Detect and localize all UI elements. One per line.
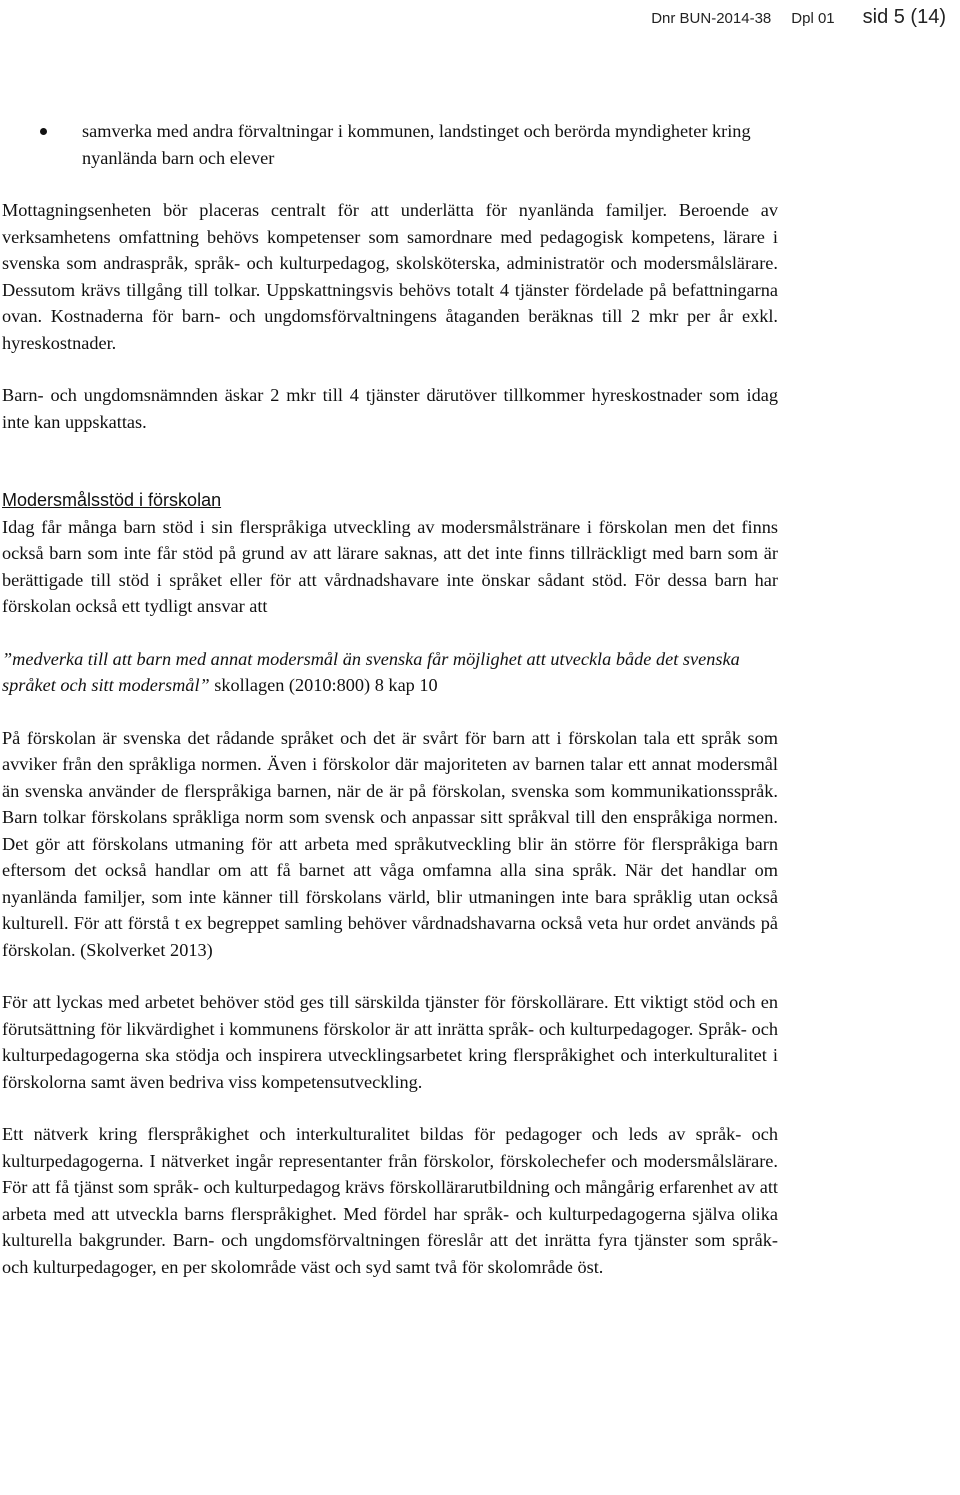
section-heading: Modersmålsstöd i förskolan — [2, 490, 222, 510]
law-quote — [2, 646, 778, 699]
paragraph-sprakliga-normen: På förskolan är svenska det rådande språket och det är svårt för barn att i förskolan tala ett språk som avviker från den språkliga normen. Även i förskolor där majoriteten av barnen talar ett annat modersmål än svenska använder de flerspråkiga barnen, när de är på förskolan, svenska som kommunikationsspråk. Barn tolkar förskolans språkliga norm som svensk och anpassar sitt språkval till den enspråkiga normen. Det gör att förskolans utmaning för att arbeta med språkutveckling blir än större för flerspråkiga barn eftersom det också handlar om att få barnet att våga omfamna alla sina språk. När det handlar om nyanlända familjer, som inte känner till förskolans värld, blir utmaningen inte bara språklig utan också kulturell. För att förstå t ex begreppet samling behöver vårdnadshavarna också veta hur ordet används på förskolan. (Skolverket 2013) — [2, 727, 778, 960]
document-body — [2, 118, 778, 1280]
page-header — [651, 6, 946, 29]
paragraph-askar: Barn- och ungdomsnämnden äskar 2 mkr till 4 tjänster därutöver tillkommer hyreskostnader som idag inte kan uppskattas. — [2, 385, 778, 432]
paragraph-modersmalsstod: Idag får många barn stöd i sin flerspråkiga utveckling av modersmålstränare i förskolan men det finns också barn som inte får stöd på grund av att lärare saknas, att det inte finns tillräckligt med barn som är berättigade till stöd i språket eller för att vårdnadshavare inte önskar sådant stöd. För dessa barn har förskolan också ett tydligt ansvar att — [2, 516, 778, 616]
document-part: Dpl 01 — [791, 10, 835, 27]
law-quote-source: skollagen (2010:800) 8 kap 10 — [209, 675, 438, 695]
page-number: sid 5 (14) — [862, 6, 946, 28]
bullet-item — [2, 118, 778, 171]
document-number: Dnr BUN-2014-38 — [651, 10, 772, 27]
paragraph-sarskilda-tjanster: För att lyckas med arbetet behöver stöd ges till särskilda tjänster för förskollärare. Ett viktigt stöd och en förutsättning för likvärdighet i kommunens förskolor är att inrätta språk- och kulturpedagoger. Språk- och kulturpedagogerna ska stödja och inspirera utvecklingsarbetet kring flerspråkighet och interkulturalitet i förskolorna samt även bedriva viss kompetensutveckling. — [2, 992, 778, 1092]
bullet-item-text: samverka med andra förvaltningar i kommunen, landstinget och berörda myndigheter kring nyanlända barn och elever — [82, 121, 751, 168]
paragraph-mottagningsenheten: Mottagningsenheten bör placeras centralt för att underlätta för nyanlända familjer. Beroende av verksamhetens omfattning behövs kompetenser som samordnare med pedagogisk kompetens, lärare i svenska som andraspråk, språk- och kulturpedagog, skolsköterska, administratör och modersmålslärare. Dessutom krävs tillgång till tolkar. Uppskattningsvis behövs totalt 4 tjänster fördelade på befattningarna ovan. Kostnaderna för barn- och ungdomsförvaltningens åtaganden beräknas till 2 mkr per år exkl. hyreskostnader. — [2, 200, 778, 353]
bullet-dot-icon — [40, 128, 47, 135]
paragraph-natverk: Ett nätverk kring flerspråkighet och interkulturalitet bildas för pedagoger och leds av språk- och kulturpedagogerna. I nätverket ingår representanter från förskolor, förskolechefer och modersmålslärare. För att få tjänst som språk- och kulturpedagog krävs förskollärarutbildning och mångårig erfarenhet av att arbeta med att utveckla barns flerspråkighet. Med fördel har språk- och kulturpedagogerna själva olika kulturella bakgrunder. Barn- och ungdomsförvaltningen föreslår att det inrätta fyra tjänster som språk- och kulturpedagoger, en per skolområde väst och syd samt två för skolområde öst. — [2, 1124, 778, 1277]
law-quote-text: ”medverka till att barn med annat modersmål än svenska får möjlighet att utveckla både det svenska språket och sitt modersmål” — [2, 648, 740, 695]
